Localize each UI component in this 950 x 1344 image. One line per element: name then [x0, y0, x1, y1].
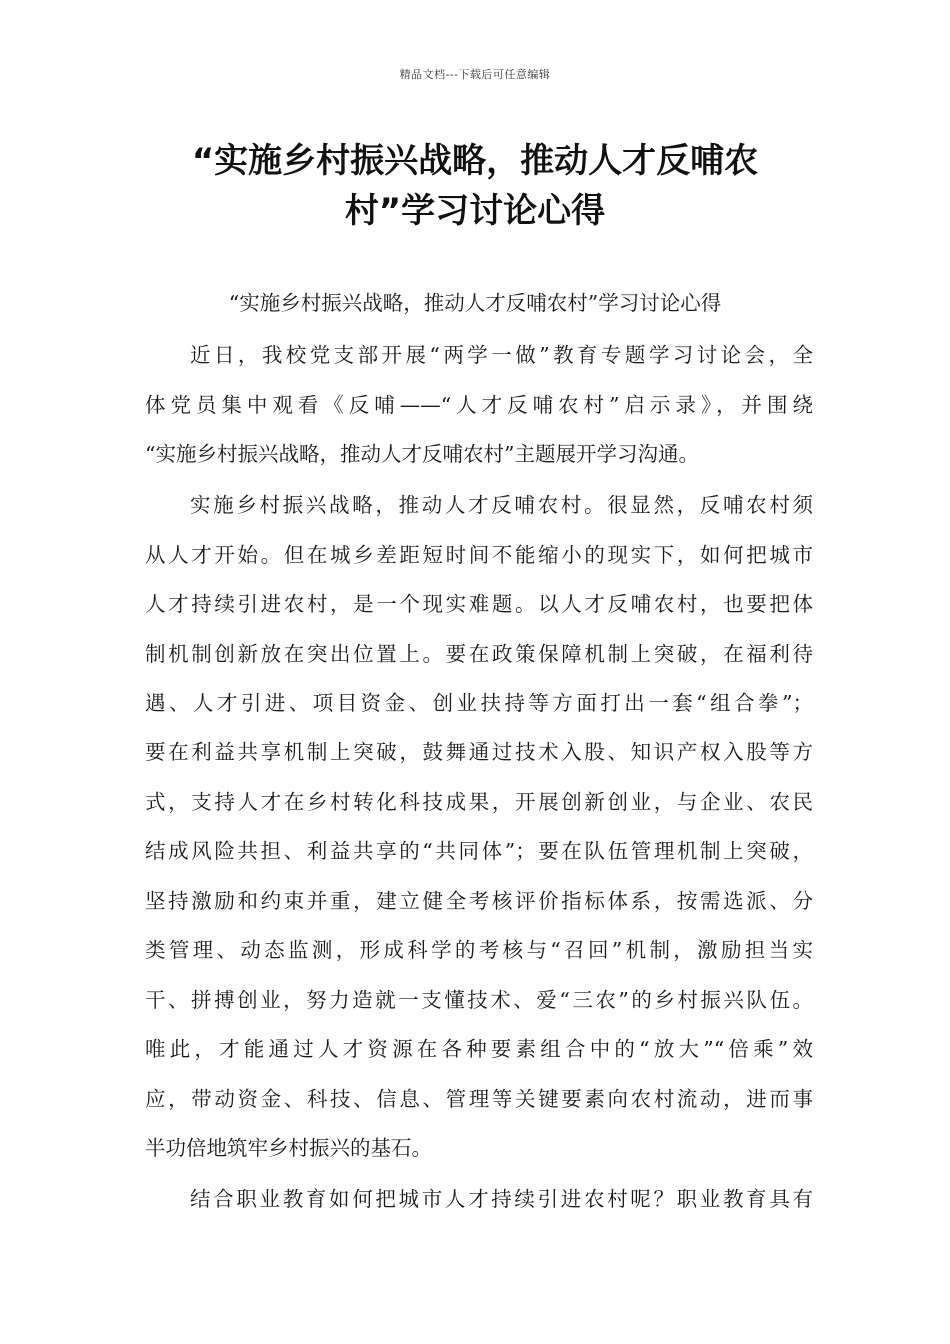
- paragraph-line: 体党员集中观看《反哺——“人才反哺农村”启示录》，并围绕: [145, 393, 813, 417]
- title-line-1: “实施乡村振兴战略，推动人才反哺农: [191, 141, 759, 181]
- paragraph-line: 近日，我校党支部开展“两学一做”教育专题学习讨论会，全: [190, 343, 813, 367]
- paragraph-line: 从人才开始。但在城乡差距短时间不能缩小的现实下，如何把城市: [145, 543, 813, 567]
- paragraph-line: 遇、人才引进、项目资金、创业扶持等方面打出一套“组合拳”；: [145, 691, 813, 715]
- paragraph-line: 实施乡村振兴战略，推动人才反哺农村。很显然，反哺农村须: [190, 493, 813, 517]
- paragraph-line: 要在利益共享机制上突破，鼓舞通过技术入股、知识产权入股等方: [145, 740, 813, 764]
- paragraph-line: 应，带动资金、科技、信息、管理等关键要素向农村流动，进而事: [145, 1087, 813, 1111]
- paragraph-line: 半功倍地筑牢乡村振兴的基石。: [145, 1136, 432, 1160]
- paragraph-line: 人才持续引进农村，是一个现实难题。以人才反哺农村，也要把体: [145, 592, 813, 616]
- subtitle: “实施乡村振兴战略，推动人才反哺农村”学习讨论心得: [228, 291, 722, 315]
- header-note: 精品文档---下载后可任意编辑: [399, 68, 551, 81]
- paragraph-line: 唯此，才能通过人才资源在各种要素组合中的“放大”“倍乘”效: [145, 1037, 813, 1061]
- paragraph-line: 结合职业教育如何把城市人才持续引进农村呢？职业教育具有: [190, 1187, 813, 1211]
- paragraph-line: 干、拼搏创业，努力造就一支懂技术、爱“三农”的乡村振兴队伍。: [145, 988, 813, 1012]
- paragraph-line: “实施乡村振兴战略，推动人才反哺农村”主题展开学习沟通。: [145, 442, 699, 466]
- paragraph-line: 类管理、动态监测，形成科学的考核与“召回”机制，激励担当实: [145, 938, 813, 962]
- title-line-2: 村”学习讨论心得: [344, 191, 606, 231]
- paragraph-line: 结成风险共担、利益共享的“共同体”；要在队伍管理机制上突破，: [145, 839, 813, 863]
- paragraph-line: 制机制创新放在突出位置上。要在政策保障机制上突破，在福利待: [145, 642, 813, 666]
- paragraph-line: 式，支持人才在乡村转化科技成果，开展创新创业，与企业、农民: [145, 790, 813, 814]
- paragraph-line: 坚持激励和约束并重，建立健全考核评价指标体系，按需选派、分: [145, 889, 813, 913]
